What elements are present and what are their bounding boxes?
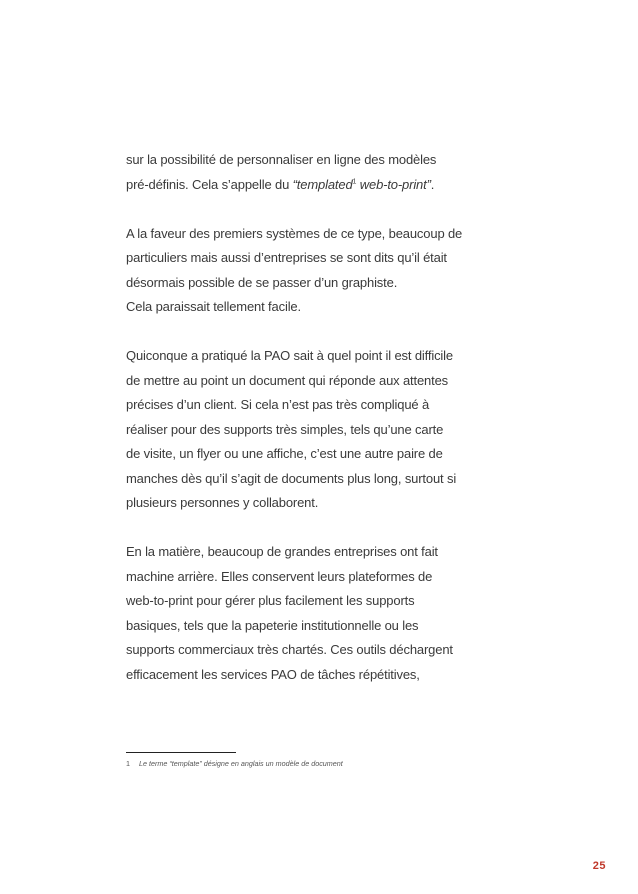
footnote <box>126 759 343 768</box>
paragraph-1 <box>126 148 526 197</box>
text-line: précises d’un client. Si cela n’est pas très compliqué à <box>126 397 430 412</box>
footnote-ref[interactable]: 1 <box>352 178 357 186</box>
text-line <box>126 173 526 198</box>
paragraph-3 <box>126 344 526 516</box>
text-line: web-to-print pour gérer plus facilement les supports <box>126 593 415 608</box>
footnote-divider <box>126 752 236 753</box>
footnote-number: 1 <box>126 759 130 768</box>
page-number: 25 <box>592 860 606 872</box>
paragraph-2 <box>126 222 526 320</box>
text-line: désormais possible de se passer d’un graphiste. <box>126 274 398 290</box>
text-run: pré-définis. Cela s’appelle du <box>126 176 293 192</box>
footnote-text: Le terme “template” désigne en anglais un modèle de document <box>139 759 343 768</box>
text-line: Cela paraissait tellement facile. <box>126 299 301 314</box>
text-line: de visite, un flyer ou une affiche, c’est une autre paire de <box>126 446 443 461</box>
text-line: sur la possibilité de personnaliser en ligne des modèles <box>126 152 437 167</box>
text-line: machine arrière. Elles conservent leurs plateformes de <box>126 568 433 584</box>
text-line: supports commerciaux très chartés. Ces outils déchargent <box>126 642 453 657</box>
text-line: manches dès qu’il s’agit de documents plus long, surtout si <box>126 470 457 486</box>
body-text <box>126 148 526 712</box>
text-line: efficacement les services PAO de tâches répétitives, <box>126 666 420 682</box>
text-line: particuliers mais aussi d’entreprises se sont dits qu’il était <box>126 250 447 265</box>
text-line: plusieurs personnes y collaborent. <box>126 495 319 510</box>
text-line: de mettre au point un document qui réponde aux attentes <box>126 372 449 388</box>
text-line: réaliser pour des supports très simples, tels qu’une carte <box>126 421 444 437</box>
text-line: Quiconque a pratiqué la PAO sait à quel point il est difficile <box>126 348 453 363</box>
paragraph-4 <box>126 540 526 687</box>
italic-term: web-to-print” <box>356 176 431 192</box>
text-line: basiques, tels que la papeterie institutionnelle ou les <box>126 617 419 633</box>
text-run: . <box>430 176 435 192</box>
text-line: A la faveur des premiers systèmes de ce type, beaucoup de <box>126 225 463 241</box>
italic-term: “templated <box>292 176 353 192</box>
text-line: En la matière, beaucoup de grandes entreprises ont fait <box>126 544 438 559</box>
